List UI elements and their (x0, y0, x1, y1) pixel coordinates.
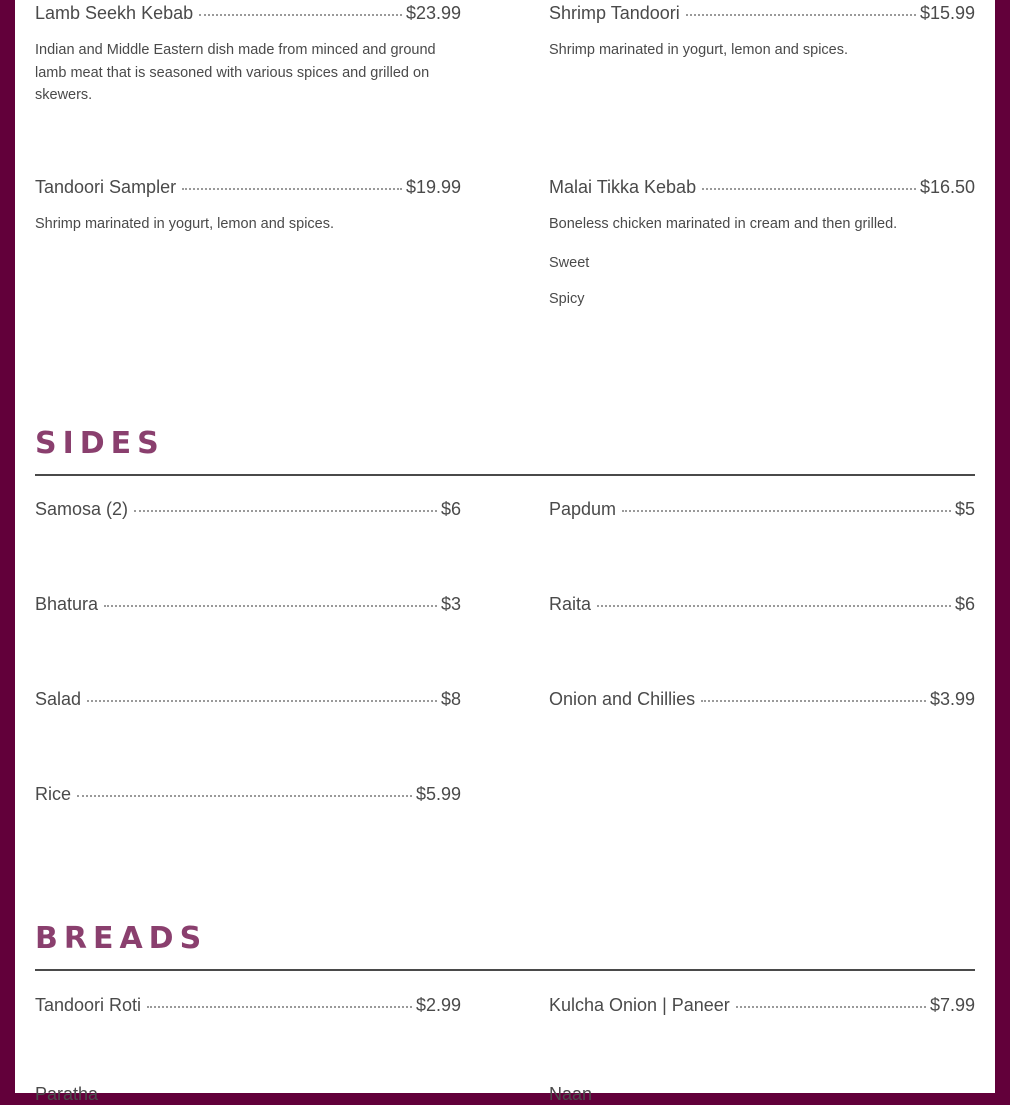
menu-item (549, 593, 975, 615)
item-name: Rice (35, 784, 72, 804)
item-price: $5 (954, 499, 975, 519)
menu-item (549, 2, 975, 62)
item-name: Raita (549, 594, 592, 614)
menu-item (549, 498, 975, 520)
menu-item (35, 783, 461, 805)
dot-leader (182, 188, 402, 190)
menu-item (549, 994, 975, 1016)
item-option: Spicy (549, 291, 585, 307)
menu-item (35, 994, 461, 1016)
dot-leader (77, 795, 412, 797)
menu-item (549, 688, 975, 710)
item-description: Indian and Middle Eastern dish made from minced and ground lamb meat that is seasoned with various spices and grilled on skewers. (35, 42, 436, 103)
item-price: $8 (440, 689, 461, 709)
menu-item (35, 1083, 461, 1105)
item-price: $7.99 (929, 995, 975, 1015)
menu-sheet (15, 0, 995, 1104)
item-name: Kulcha Onion | Paneer (549, 995, 730, 1015)
item-name: Onion and Chillies (549, 689, 696, 709)
item-name: Tandoori Roti (35, 995, 142, 1015)
section-heading-sides: SIDES (35, 426, 165, 461)
item-name: Lamb Seekh Kebab (35, 3, 194, 23)
menu-item (35, 688, 461, 710)
item-price: $19.99 (405, 177, 461, 197)
dot-leader (199, 14, 402, 16)
dot-leader (686, 14, 916, 16)
dot-leader (736, 1006, 926, 1008)
item-name: Paratha (35, 1084, 99, 1104)
item-description: Shrimp marinated in yogurt, lemon and spices. (35, 216, 335, 232)
item-price: $6 (954, 594, 975, 614)
item-name: Shrimp Tandoori (549, 3, 680, 23)
item-price: $23.99 (405, 3, 461, 23)
item-price: $15.99 (919, 3, 975, 23)
menu-item (35, 176, 461, 236)
dot-leader (134, 510, 437, 512)
item-name: Papdum (549, 499, 617, 519)
item-name: Tandoori Sampler (35, 177, 177, 197)
dot-leader (597, 605, 951, 607)
item-name: Salad (35, 689, 82, 709)
item-price: $6 (440, 499, 461, 519)
dot-leader (147, 1006, 412, 1008)
dot-leader (104, 605, 437, 607)
menu-item (549, 1083, 975, 1105)
menu-item (35, 498, 461, 520)
dot-leader (622, 510, 951, 512)
item-name: Naan (549, 1084, 593, 1104)
section-divider (35, 474, 975, 476)
section-divider (35, 969, 975, 971)
item-price: $5.99 (415, 784, 461, 804)
item-description: Boneless chicken marinated in cream and then grilled. (549, 216, 898, 232)
item-description: Shrimp marinated in yogurt, lemon and spices. (549, 42, 849, 58)
section-heading-breads: BREADS (35, 921, 208, 956)
item-price: $3.99 (929, 689, 975, 709)
item-name: Malai Tikka Kebab (549, 177, 697, 197)
item-price: $16.50 (919, 177, 975, 197)
item-price: $2.99 (415, 995, 461, 1015)
menu-item (35, 593, 461, 615)
item-name: Samosa (2) (35, 499, 129, 519)
dot-leader (87, 700, 437, 702)
menu-item (35, 2, 461, 107)
dot-leader (702, 188, 916, 190)
menu-item (549, 176, 975, 236)
item-price: $3 (440, 594, 461, 614)
item-name: Bhatura (35, 594, 99, 614)
item-option: Sweet (549, 255, 590, 271)
dot-leader (701, 700, 926, 702)
